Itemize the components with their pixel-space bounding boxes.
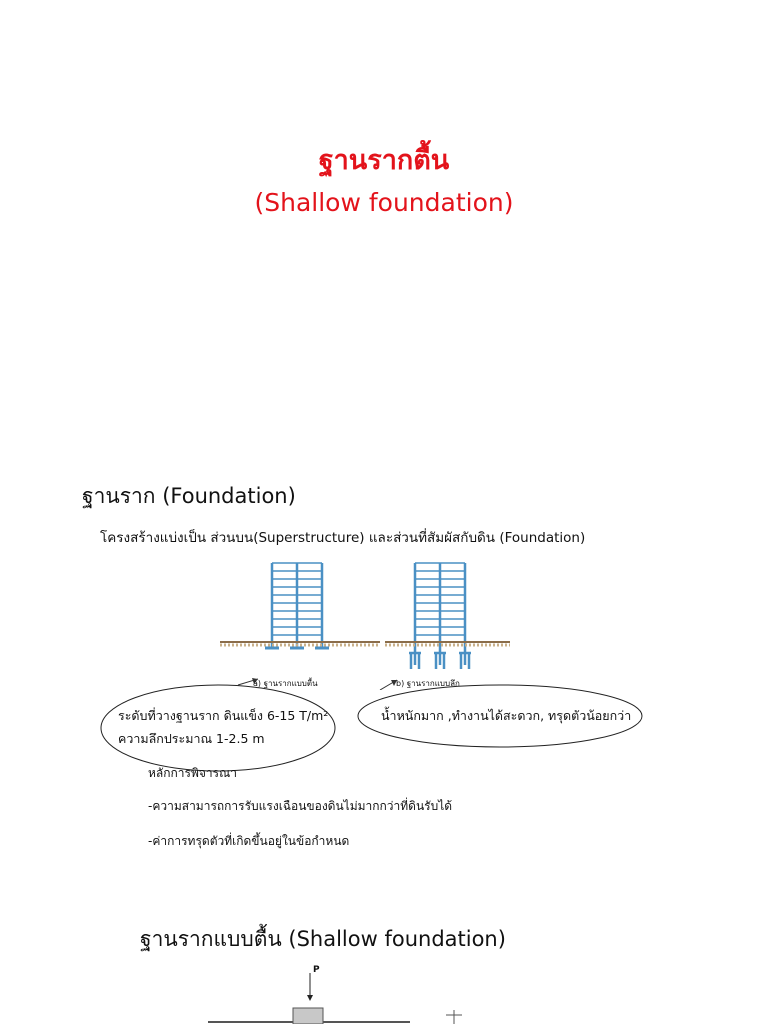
slide1-title-english: (Shallow foundation)	[254, 188, 514, 217]
slide1-title-thai: ฐานรากตื้น	[318, 145, 450, 176]
foundation-intro: โครงสร้างแบ่งเป็น ส่วนบน(Superstructure) และส่วนที่สัมผัสกับดิน (Foundation)	[100, 530, 586, 546]
caption-deep: b) ฐานรากแบบลึก	[396, 679, 460, 688]
ground-line-a	[220, 642, 380, 645]
load-label: P	[313, 965, 320, 975]
footing-column	[293, 1008, 323, 1024]
shallow-foundation-heading: ฐานรากแบบตื้น (Shallow foundation)	[140, 927, 506, 951]
footing-diagram	[200, 965, 480, 1024]
principle-item-1: -ความสามารถการรับแรงเฉือนของดินไม่มากกว่าที่ดินรับได้	[148, 799, 453, 813]
foundation-heading: ฐานราก (Foundation)	[82, 484, 296, 508]
note-deep: น้ำหนักมาก ,ทำงานได้สะดวก, ทรุดตัวน้อยกว่า	[381, 708, 632, 723]
note-shallow-line2: ความลึกประมาณ 1-2.5 m	[118, 731, 265, 746]
building-shallow-diagram	[265, 563, 329, 648]
oval-a	[101, 685, 335, 771]
building-deep-diagram	[409, 563, 471, 669]
note-shallow-line1: ระดับที่วางฐานราก ดินแข็ง 6-15 T/m²	[118, 708, 329, 723]
ground-line-b	[385, 642, 510, 645]
caption-shallow: a) ฐานรากแบบตื้น	[253, 679, 318, 688]
principles-title: หลักการพิจารณา	[148, 766, 237, 780]
building-diagrams	[210, 555, 650, 690]
principle-item-2: -ค่าการทรุดตัวที่เกิดขึ้นอยู่ในข้อกำหนด	[148, 834, 350, 848]
